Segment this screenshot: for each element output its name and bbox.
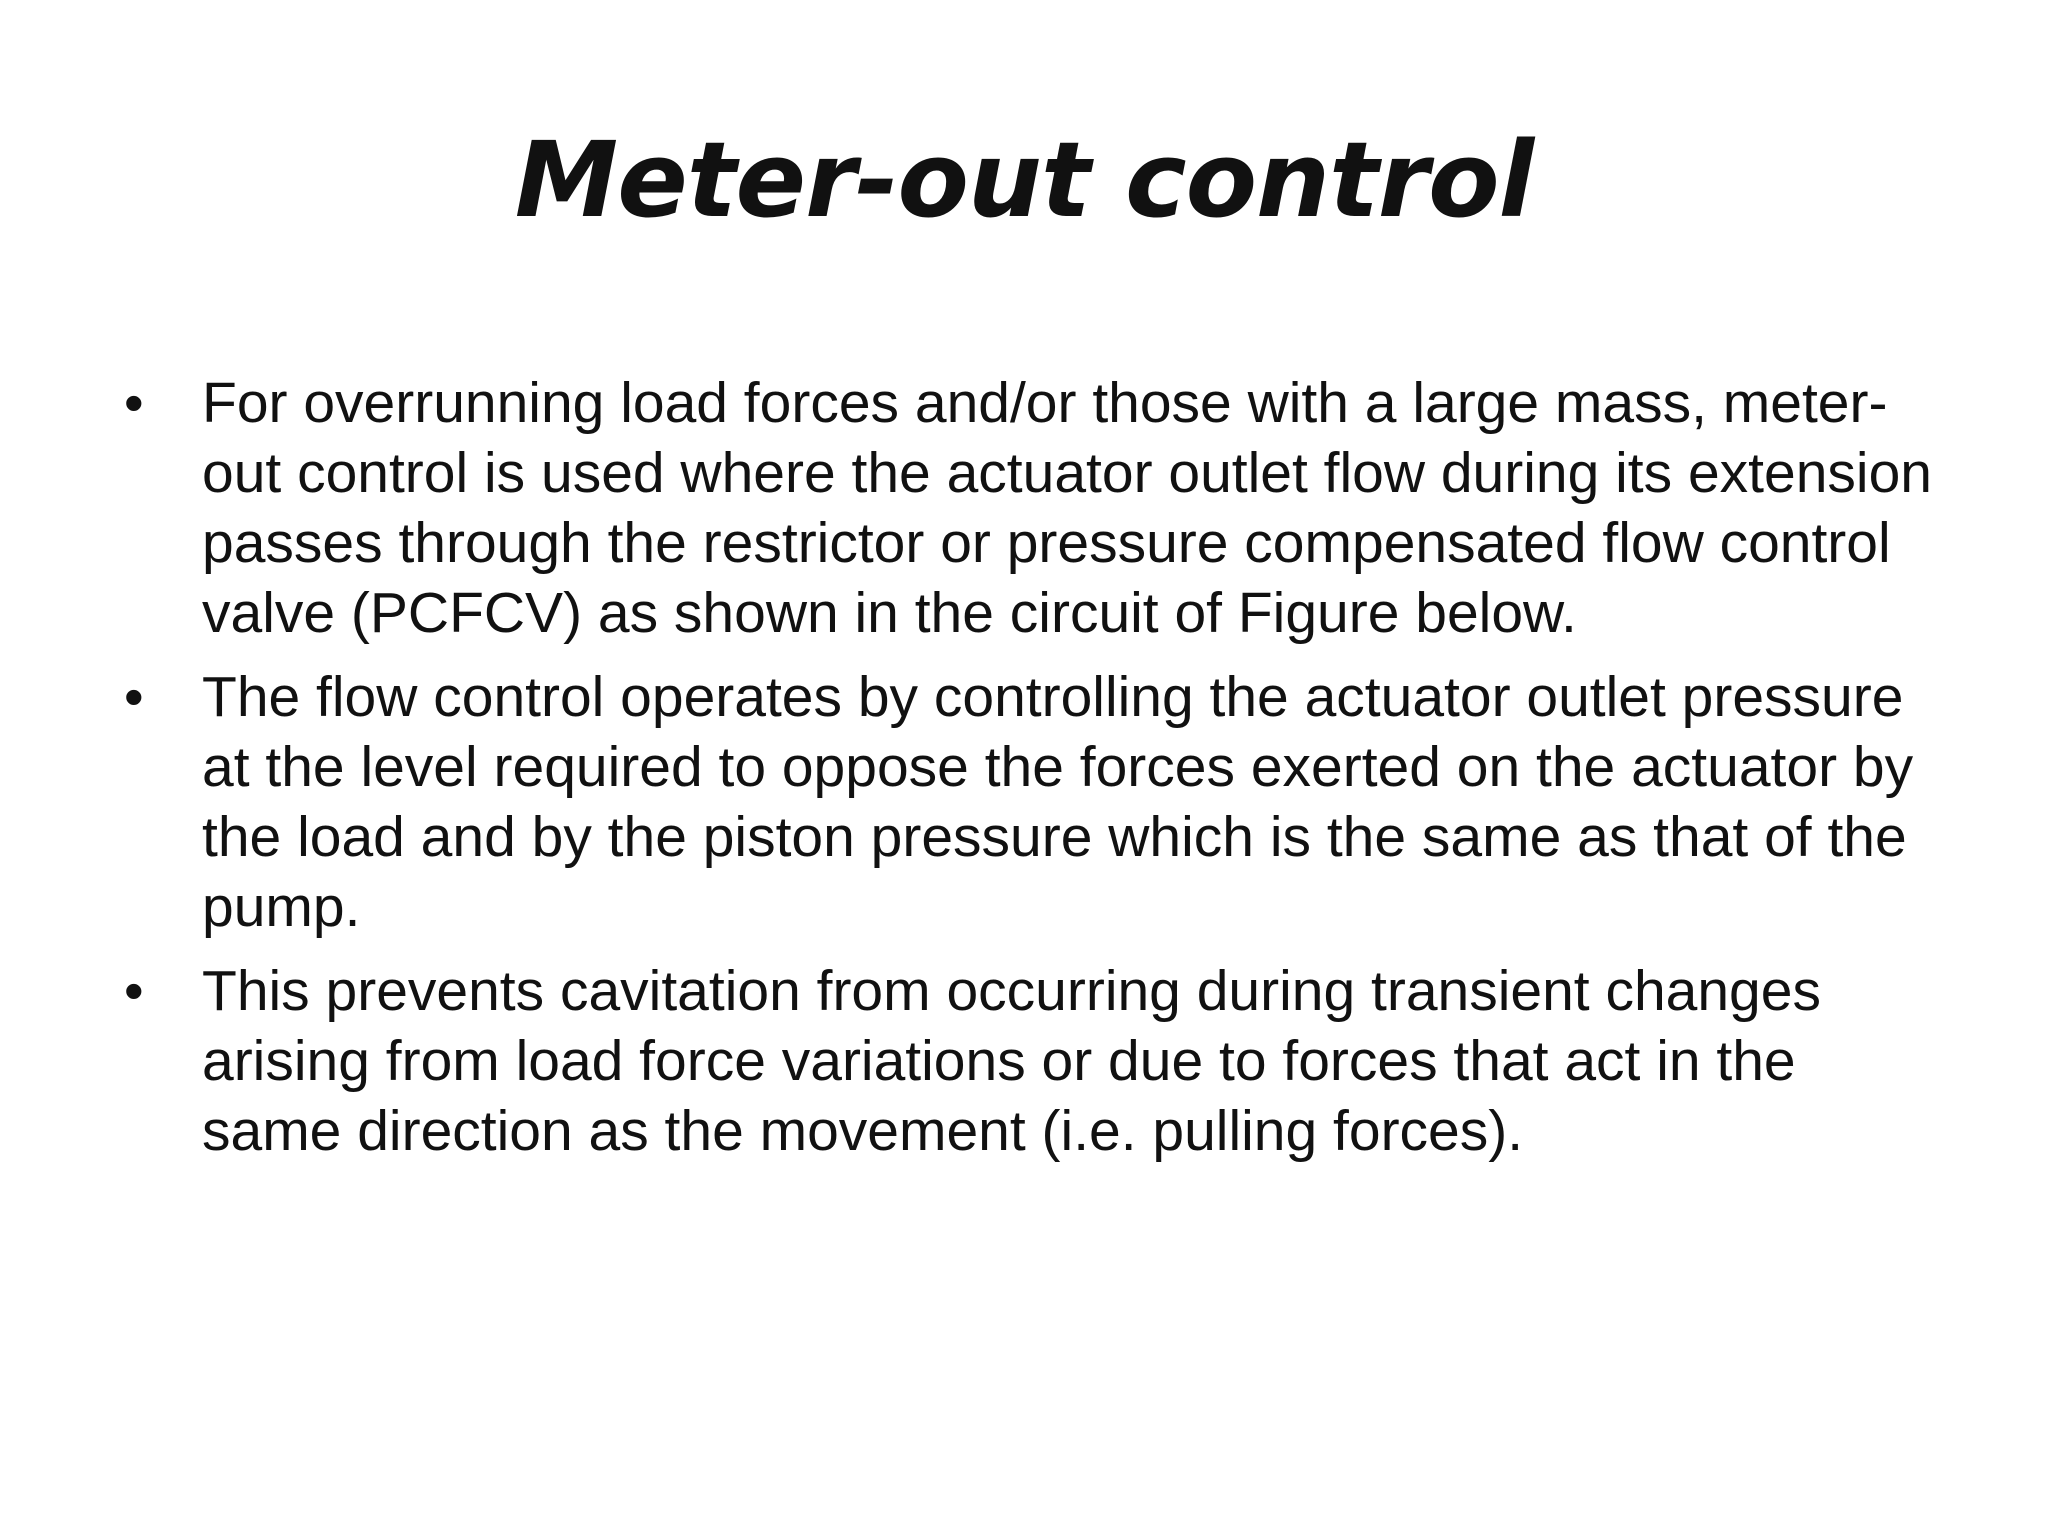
bullet-item-3: • This prevents cavitation from occurring during transient changes arising from load force variations or due to forces that act in the same direction as the movement (i.e. pulling forces). [120,956,1950,1166]
bullet-list [120,368,1950,1180]
bullet-item-2: • The flow control operates by controlling the actuator outlet pressure at the level required to oppose the forces exerted on the actuator by the load and by the piston pressure which is the same as that of the pump. [120,662,1950,942]
bullet-item-1: • For overrunning load forces and/or those with a large mass, meter-out control is used where the actuator outlet flow during its extension passes through the restrictor or pressure compensated flow control valve (PCFCV) as shown in the circuit of Figure below. [120,368,1950,648]
slide-title: Meter-out control [514,119,1534,241]
